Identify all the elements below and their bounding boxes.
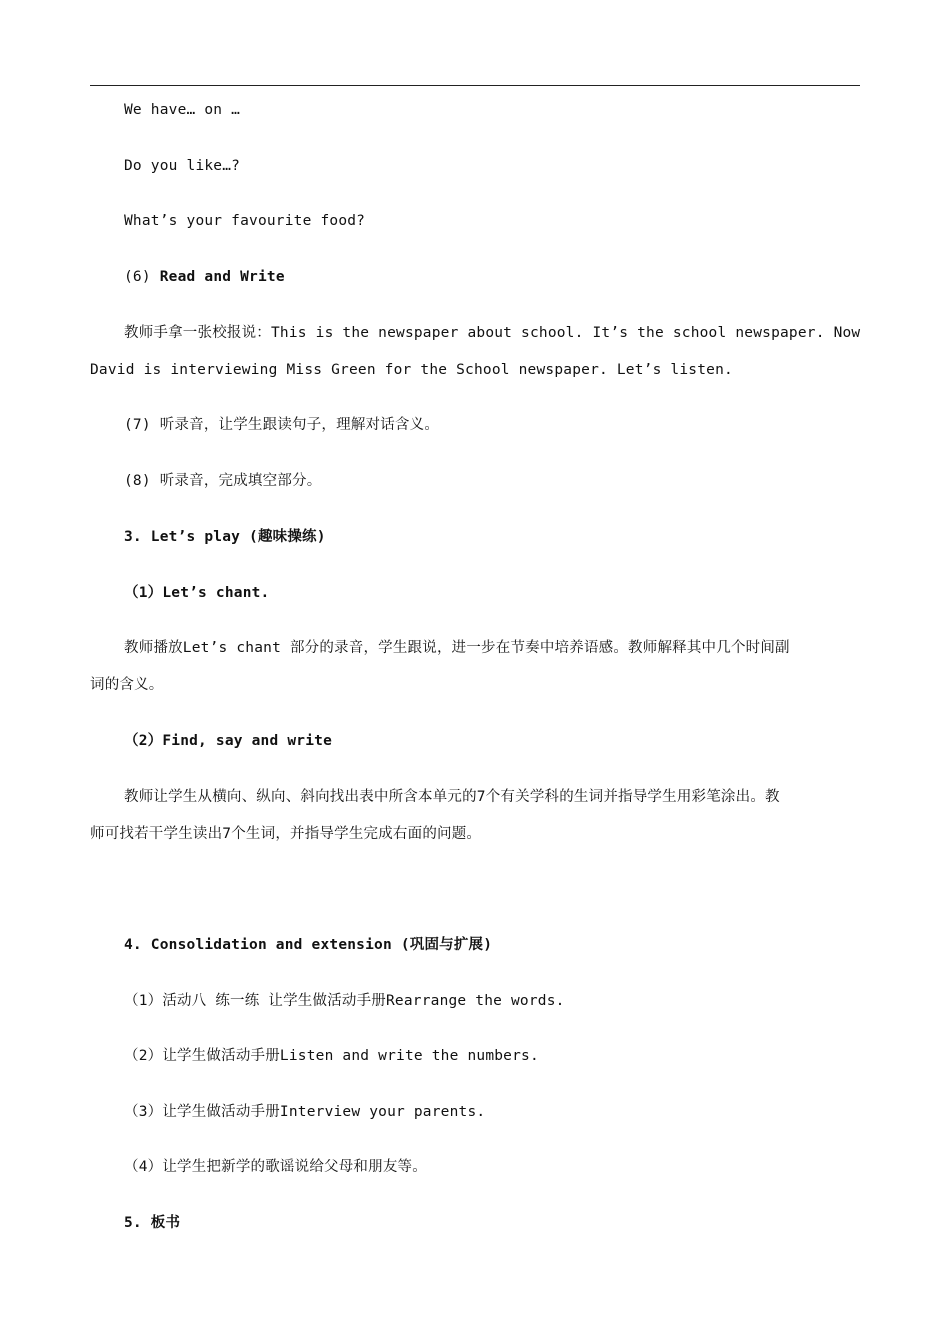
text-line: We have… on … bbox=[124, 102, 241, 118]
paragraph-line: 教师让学生从横向、纵向、斜向找出表中所含本单元的7个有关学科的生词并指导学生用彩笔涂出。教 bbox=[124, 789, 780, 805]
paragraph-line: 教师播放Let’s chant 部分的录音，学生跟说，进一步在节奏中培养语感。教师解释其中几个时间副 bbox=[124, 640, 790, 656]
paragraph-line: 教师手拿一张校报说：This is the newspaper about school. It’s the school newspaper. Now bbox=[124, 325, 861, 341]
text-line: (8) 听录音，完成填空部分。 bbox=[124, 473, 322, 489]
item-number: (6) bbox=[124, 269, 160, 285]
item-title: Read and Write bbox=[159, 269, 285, 285]
paragraph-line: David is interviewing Miss Green for the School newspaper. Let’s listen. bbox=[90, 362, 733, 378]
text-line: Do you like…? bbox=[124, 158, 241, 174]
section-heading: 4. Consolidation and extension (巩固与扩展) bbox=[124, 937, 493, 953]
paragraph-line: 师可找若干学生读出7个生词，并指导学生完成右面的问题。 bbox=[90, 826, 482, 842]
list-item: （1）活动八 练一练 让学生做活动手册Rearrange the words. bbox=[124, 993, 565, 1009]
sub-heading: （1）Let’s chant. bbox=[124, 585, 270, 601]
sub-heading: （2）Find, say and write bbox=[124, 733, 332, 749]
paragraph-line: 词的含义。 bbox=[90, 677, 164, 693]
text-line: What’s your favourite food? bbox=[124, 213, 366, 229]
section-heading bbox=[124, 267, 285, 287]
list-item: （2）让学生做活动手册Listen and write the numbers. bbox=[124, 1048, 539, 1064]
list-item: （3）让学生做活动手册Interview your parents. bbox=[124, 1104, 486, 1120]
text-line: (7) 听录音，让学生跟读句子，理解对话含义。 bbox=[124, 417, 440, 433]
section-heading: 3. Let’s play (趣味操练) bbox=[124, 529, 326, 545]
list-item: （4）让学生把新学的歌谣说给父母和朋友等。 bbox=[124, 1159, 427, 1175]
section-heading: 5. 板书 bbox=[124, 1215, 181, 1231]
header-rule bbox=[90, 85, 860, 86]
